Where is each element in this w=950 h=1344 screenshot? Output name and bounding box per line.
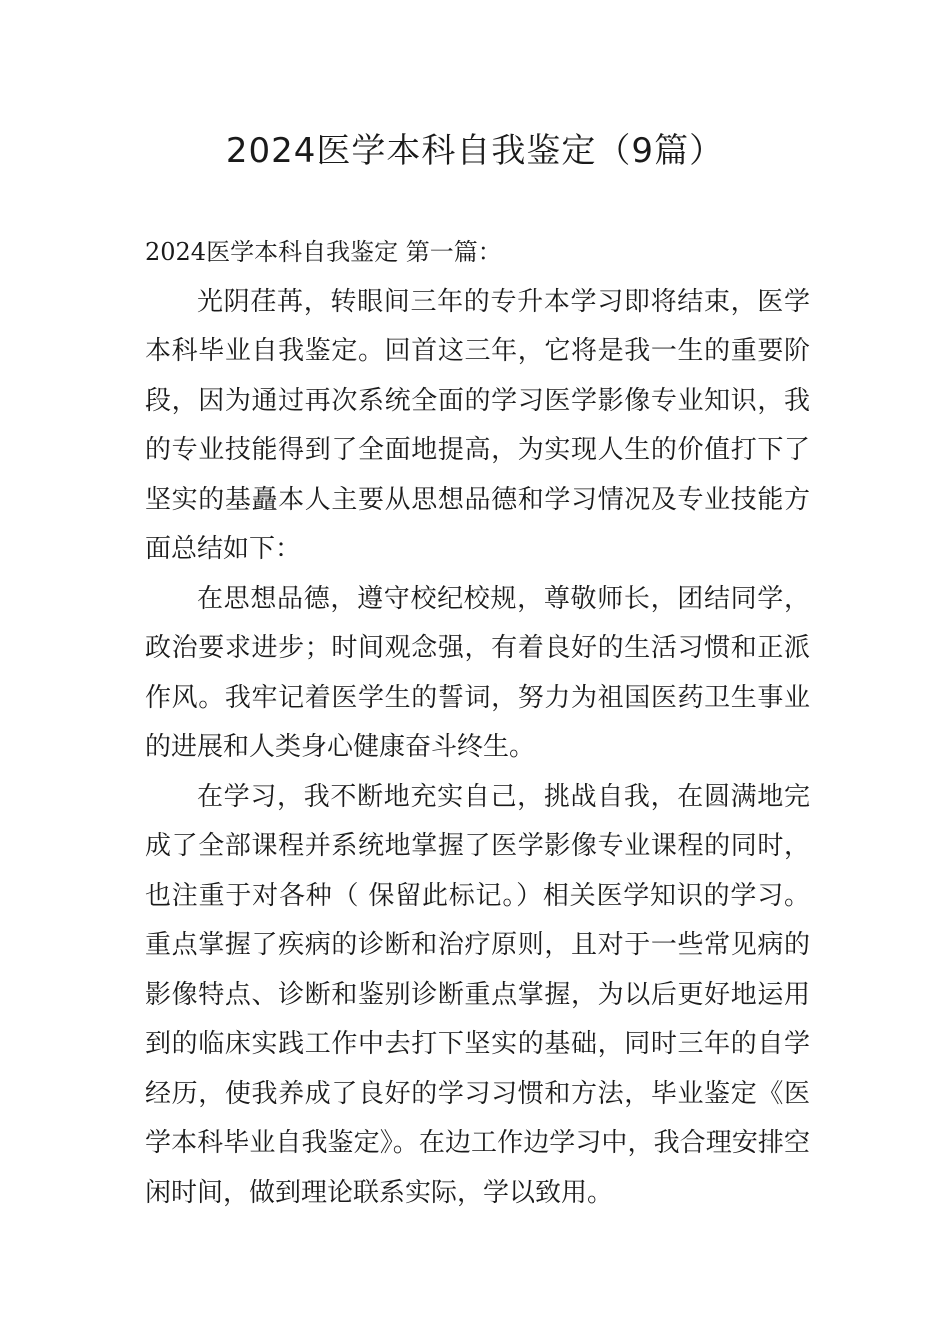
document-title: 2024医学本科自我鉴定（9篇） [225, 131, 725, 171]
section-heading: 2024医学本科自我鉴定 第一篇： [145, 238, 502, 266]
paragraph-2: 在思想品德，遵守校纪校规，尊敬师长，团结同学，政治要求进步；时间观念强，有着良好的生活习惯和正派作风。我牢记着医学生的誓词，努力为祖国医药卫生事业的进展和人类身心健康奋斗终生。 [145, 583, 810, 762]
paragraph-3: 在学习，我不断地充实自己，挑战自我，在圆满地完成了全部课程并系统地掌握了医学影像专业课程的同时，也注重于对各种（ 保留此标记。）相关医学知识的学习。重点掌握了疾病的诊断和治疗原则，且对于一些常见病的影像特点、诊断和鉴别诊断重点掌握，为以后更好地运用到的临床实践工作中去打下坚实的基础，同时三年的自学经历，使我养成了良好的学习习惯和方法，毕业鉴定《医学本科毕业自我鉴定》。在边工作边学习中，我合理安排空闲时间，做到理论联系实际，学以致用。 [145, 781, 810, 1208]
document-body [145, 228, 810, 1218]
paragraph-1: 光阴荏苒，转眼间三年的专升本学习即将结束，医学本科毕业自我鉴定。回首这三年，它将是我一生的重要阶段，因为通过再次系统全面的学习医学影像专业知识，我的专业技能得到了全面地提高，为实现人生的价值打下了坚实的基矗本人主要从思想品德和学习情况及专业技能方面总结如下： [145, 286, 810, 564]
